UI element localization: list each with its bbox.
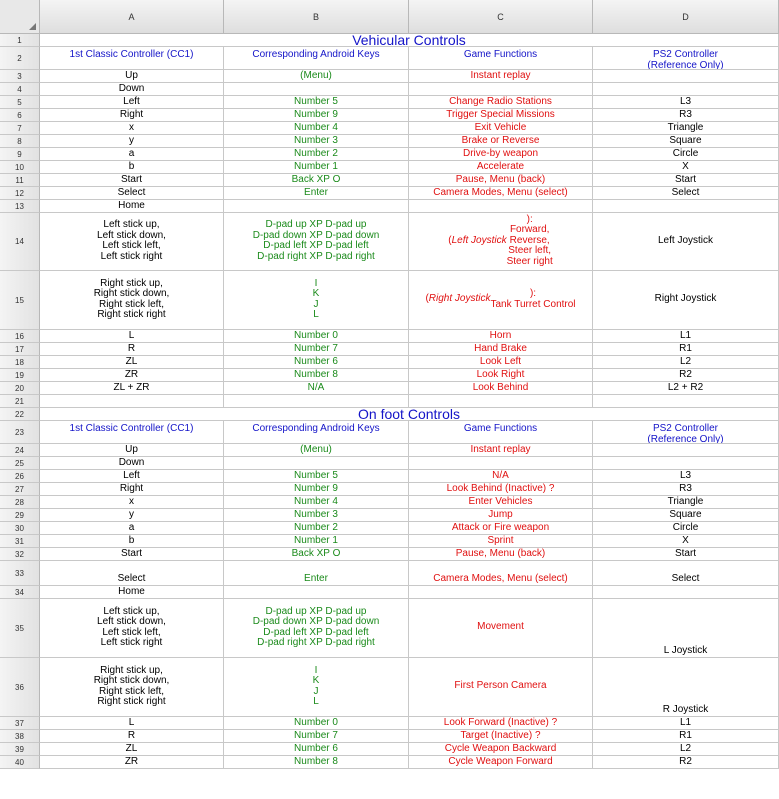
- cell-ps2-controller[interactable]: R3: [593, 483, 779, 496]
- select-all-corner[interactable]: [0, 0, 40, 34]
- cell-game-function[interactable]: Look Right: [409, 369, 593, 382]
- cell-classic-controller[interactable]: Left: [40, 96, 224, 109]
- cell-game-function[interactable]: Sprint: [409, 535, 593, 548]
- cell-android-key[interactable]: [224, 83, 409, 96]
- cell-game-function[interactable]: [409, 586, 593, 599]
- row-header-23[interactable]: 23: [0, 421, 40, 444]
- cell-game-function[interactable]: Hand Brake: [409, 343, 593, 356]
- row-header-14[interactable]: 14: [0, 213, 40, 271]
- cell-android-key[interactable]: [224, 395, 409, 408]
- column-title-android-key[interactable]: Corresponding Android Keys: [224, 47, 409, 70]
- row-header-21[interactable]: 21: [0, 395, 40, 408]
- cell-ps2-controller[interactable]: R1: [593, 343, 779, 356]
- cell-ps2-controller[interactable]: L2: [593, 743, 779, 756]
- cell-game-function[interactable]: Look Forward (Inactive) ?: [409, 717, 593, 730]
- cell-android-key[interactable]: D-pad up XP D-pad up D-pad down XP D-pad down D-pad left XP D-pad left D-pad right XP D-pad right: [224, 213, 409, 271]
- cell-classic-controller[interactable]: b: [40, 535, 224, 548]
- row-header-24[interactable]: 24: [0, 444, 40, 457]
- cell-ps2-controller[interactable]: Start: [593, 174, 779, 187]
- cell-classic-controller[interactable]: ZL: [40, 356, 224, 369]
- cell-classic-controller[interactable]: R: [40, 343, 224, 356]
- cell-classic-controller[interactable]: x: [40, 122, 224, 135]
- cell-ps2-controller[interactable]: [593, 70, 779, 83]
- cell-android-key[interactable]: N/A: [224, 382, 409, 395]
- cell-game-function[interactable]: Look Left: [409, 356, 593, 369]
- row-header-10[interactable]: 10: [0, 161, 40, 174]
- cell-classic-controller[interactable]: Start: [40, 548, 224, 561]
- column-header-c[interactable]: C: [409, 0, 593, 34]
- section-title: On foot Controls: [40, 408, 779, 421]
- row-header-4[interactable]: 4: [0, 83, 40, 96]
- row-header-29[interactable]: 29: [0, 509, 40, 522]
- cell-ps2-controller[interactable]: Circle: [593, 148, 779, 161]
- row-header-11[interactable]: 11: [0, 174, 40, 187]
- row-header-18[interactable]: 18: [0, 356, 40, 369]
- cell-classic-controller[interactable]: L: [40, 330, 224, 343]
- cell-android-key[interactable]: Number 1: [224, 535, 409, 548]
- cell-android-key[interactable]: Number 3: [224, 509, 409, 522]
- column-title-ps2-controller[interactable]: PS2 Controller (Reference Only): [593, 421, 779, 444]
- cell-game-function[interactable]: Change Radio Stations: [409, 96, 593, 109]
- cell-ps2-controller[interactable]: Triangle: [593, 496, 779, 509]
- cell-classic-controller[interactable]: Left: [40, 470, 224, 483]
- cell-ps2-controller[interactable]: L1: [593, 330, 779, 343]
- cell-android-key[interactable]: Back XP O: [224, 174, 409, 187]
- cell-classic-controller[interactable]: Right stick up, Right stick down, Right stick left, Right stick right: [40, 658, 224, 717]
- cell-classic-controller[interactable]: Down: [40, 83, 224, 96]
- cell-game-function[interactable]: [409, 395, 593, 408]
- cell-ps2-controller[interactable]: R3: [593, 109, 779, 122]
- row-header-33[interactable]: 33: [0, 561, 40, 586]
- cell-android-key[interactable]: Number 8: [224, 369, 409, 382]
- cell-classic-controller[interactable]: Home: [40, 586, 224, 599]
- cell-classic-controller[interactable]: Left stick up, Left stick down, Left stick left, Left stick right: [40, 213, 224, 271]
- cell-android-key[interactable]: Number 6: [224, 356, 409, 369]
- select-all-triangle-icon: [29, 23, 36, 30]
- cell-ps2-controller[interactable]: Triangle: [593, 122, 779, 135]
- cell-classic-controller[interactable]: Up: [40, 70, 224, 83]
- cell-classic-controller[interactable]: ZL + ZR: [40, 382, 224, 395]
- cell-game-function[interactable]: Instant replay: [409, 70, 593, 83]
- cell-ps2-controller[interactable]: Select: [593, 561, 779, 586]
- cell-ps2-controller[interactable]: Square: [593, 509, 779, 522]
- cell-game-function[interactable]: Pause, Menu (back): [409, 174, 593, 187]
- cell-game-function[interactable]: First Person Camera: [409, 658, 593, 717]
- cell-ps2-controller[interactable]: [593, 586, 779, 599]
- cell-ps2-controller[interactable]: R2: [593, 756, 779, 769]
- cell-android-key[interactable]: D-pad up XP D-pad up D-pad down XP D-pad down D-pad left XP D-pad left D-pad right XP D-pad right: [224, 599, 409, 658]
- cell-ps2-controller[interactable]: L2 + R2: [593, 382, 779, 395]
- cell-game-function[interactable]: Cycle Weapon Forward: [409, 756, 593, 769]
- row-header-36[interactable]: 36: [0, 658, 40, 717]
- cell-classic-controller[interactable]: a: [40, 148, 224, 161]
- cell-ps2-controller[interactable]: [593, 444, 779, 457]
- row-header-22[interactable]: 22: [0, 408, 40, 421]
- row-header-1[interactable]: 1: [0, 34, 40, 47]
- cell-game-function[interactable]: [409, 83, 593, 96]
- cell-android-key[interactable]: Number 5: [224, 470, 409, 483]
- row-header-35[interactable]: 35: [0, 599, 40, 658]
- cell-classic-controller[interactable]: y: [40, 509, 224, 522]
- cell-android-key[interactable]: Number 5: [224, 96, 409, 109]
- cell-classic-controller[interactable]: y: [40, 135, 224, 148]
- cell-game-function[interactable]: Instant replay: [409, 444, 593, 457]
- cell-ps2-controller[interactable]: [593, 200, 779, 213]
- cell-android-key[interactable]: (Menu): [224, 70, 409, 83]
- column-title-ps2-controller[interactable]: PS2 Controller (Reference Only): [593, 47, 779, 70]
- cell-classic-controller[interactable]: Select: [40, 561, 224, 586]
- row-header-9[interactable]: 9: [0, 148, 40, 161]
- cell-android-key[interactable]: Number 7: [224, 343, 409, 356]
- cell-ps2-controller[interactable]: Square: [593, 135, 779, 148]
- row-header-30[interactable]: 30: [0, 522, 40, 535]
- cell-game-function[interactable]: ( Right Joystick ): Tank Turret Control: [409, 271, 593, 330]
- row-header-31[interactable]: 31: [0, 535, 40, 548]
- cell-classic-controller[interactable]: x: [40, 496, 224, 509]
- cell-classic-controller[interactable]: [40, 395, 224, 408]
- cell-game-function[interactable]: Trigger Special Missions: [409, 109, 593, 122]
- row-header-7[interactable]: 7: [0, 122, 40, 135]
- cell-classic-controller[interactable]: ZR: [40, 369, 224, 382]
- column-title-android-key[interactable]: Corresponding Android Keys: [224, 421, 409, 444]
- cell-ps2-controller[interactable]: R1: [593, 730, 779, 743]
- cell-game-function[interactable]: Look Behind: [409, 382, 593, 395]
- cell-classic-controller[interactable]: b: [40, 161, 224, 174]
- row-header-25[interactable]: 25: [0, 457, 40, 470]
- cell-android-key[interactable]: Number 4: [224, 122, 409, 135]
- row-header-20[interactable]: 20: [0, 382, 40, 395]
- row-header-26[interactable]: 26: [0, 470, 40, 483]
- cell-android-key[interactable]: I K J L: [224, 658, 409, 717]
- cell-android-key[interactable]: Number 2: [224, 148, 409, 161]
- row-header-39[interactable]: 39: [0, 743, 40, 756]
- cell-ps2-controller[interactable]: Right Joystick: [593, 271, 779, 330]
- row-header-6[interactable]: 6: [0, 109, 40, 122]
- cell-game-function[interactable]: N/A: [409, 470, 593, 483]
- cell-android-key[interactable]: Number 3: [224, 135, 409, 148]
- cell-classic-controller[interactable]: a: [40, 522, 224, 535]
- row-header-8[interactable]: 8: [0, 135, 40, 148]
- cell-classic-controller[interactable]: R: [40, 730, 224, 743]
- cell-ps2-controller[interactable]: [593, 457, 779, 470]
- cell-android-key[interactable]: Number 9: [224, 483, 409, 496]
- cell-android-key[interactable]: Enter: [224, 561, 409, 586]
- cell-ps2-controller[interactable]: L2: [593, 356, 779, 369]
- cell-game-function[interactable]: Drive-by weapon: [409, 148, 593, 161]
- cell-ps2-controller[interactable]: Select: [593, 187, 779, 200]
- row-header-12[interactable]: 12: [0, 187, 40, 200]
- row-header-19[interactable]: 19: [0, 369, 40, 382]
- cell-android-key[interactable]: Enter: [224, 187, 409, 200]
- cell-android-key[interactable]: Back XP O: [224, 548, 409, 561]
- italic-joystick-label: Right Joystick: [428, 293, 491, 305]
- cell-android-key[interactable]: Number 9: [224, 109, 409, 122]
- cell-game-function[interactable]: Enter Vehicles: [409, 496, 593, 509]
- row-header-27[interactable]: 27: [0, 483, 40, 496]
- cell-game-function[interactable]: [409, 200, 593, 213]
- cell-classic-controller[interactable]: Down: [40, 457, 224, 470]
- cell-classic-controller[interactable]: ZR: [40, 756, 224, 769]
- row-header-17[interactable]: 17: [0, 343, 40, 356]
- cell-game-function[interactable]: Camera Modes, Menu (select): [409, 187, 593, 200]
- row-header-2[interactable]: 2: [0, 47, 40, 70]
- row-header-3[interactable]: 3: [0, 70, 40, 83]
- row-header-5[interactable]: 5: [0, 96, 40, 109]
- cell-android-key[interactable]: [224, 586, 409, 599]
- row-header-15[interactable]: 15: [0, 271, 40, 330]
- cell-ps2-controller[interactable]: L3: [593, 96, 779, 109]
- cell-ps2-controller[interactable]: R Joystick: [593, 658, 779, 717]
- row-header-37[interactable]: 37: [0, 717, 40, 730]
- cell-classic-controller[interactable]: Right: [40, 109, 224, 122]
- row-header-28[interactable]: 28: [0, 496, 40, 509]
- column-title-game-function[interactable]: Game Functions: [409, 47, 593, 70]
- cell-game-function[interactable]: Accelerate: [409, 161, 593, 174]
- column-header-a[interactable]: A: [40, 0, 224, 34]
- cell-android-key[interactable]: Number 0: [224, 717, 409, 730]
- cell-ps2-controller[interactable]: L1: [593, 717, 779, 730]
- row-header-32[interactable]: 32: [0, 548, 40, 561]
- cell-android-key[interactable]: Number 6: [224, 743, 409, 756]
- column-header-d[interactable]: D: [593, 0, 779, 34]
- cell-android-key[interactable]: Number 4: [224, 496, 409, 509]
- cell-classic-controller[interactable]: Left stick up, Left stick down, Left stick left, Left stick right: [40, 599, 224, 658]
- cell-ps2-controller[interactable]: Start: [593, 548, 779, 561]
- italic-joystick-label: Left Joystick: [451, 234, 507, 246]
- cell-classic-controller[interactable]: Start: [40, 174, 224, 187]
- cell-game-function[interactable]: Brake or Reverse: [409, 135, 593, 148]
- cell-game-function[interactable]: Attack or Fire weapon: [409, 522, 593, 535]
- column-header-b[interactable]: B: [224, 0, 409, 34]
- cell-android-key[interactable]: I K J L: [224, 271, 409, 330]
- row-header-16[interactable]: 16: [0, 330, 40, 343]
- column-title-game-function[interactable]: Game Functions: [409, 421, 593, 444]
- cell-classic-controller[interactable]: Right: [40, 483, 224, 496]
- row-header-34[interactable]: 34: [0, 586, 40, 599]
- cell-classic-controller[interactable]: Right stick up, Right stick down, Right stick left, Right stick right: [40, 271, 224, 330]
- cell-android-key[interactable]: (Menu): [224, 444, 409, 457]
- cell-game-function[interactable]: Target (Inactive) ?: [409, 730, 593, 743]
- cell-classic-controller[interactable]: ZL: [40, 743, 224, 756]
- cell-ps2-controller[interactable]: L3: [593, 470, 779, 483]
- cell-game-function[interactable]: Jump: [409, 509, 593, 522]
- row-header-38[interactable]: 38: [0, 730, 40, 743]
- cell-android-key[interactable]: Number 2: [224, 522, 409, 535]
- row-header-13[interactable]: 13: [0, 200, 40, 213]
- cell-ps2-controller[interactable]: R2: [593, 369, 779, 382]
- cell-game-function[interactable]: Pause, Menu (back): [409, 548, 593, 561]
- cell-android-key[interactable]: Number 0: [224, 330, 409, 343]
- column-title-classic-controller[interactable]: 1st Classic Controller (CC1): [40, 421, 224, 444]
- cell-game-function[interactable]: Cycle Weapon Backward: [409, 743, 593, 756]
- column-title-classic-controller[interactable]: 1st Classic Controller (CC1): [40, 47, 224, 70]
- cell-android-key[interactable]: [224, 200, 409, 213]
- cell-android-key[interactable]: [224, 457, 409, 470]
- cell-ps2-controller[interactable]: X: [593, 161, 779, 174]
- cell-ps2-controller[interactable]: [593, 83, 779, 96]
- cell-game-function[interactable]: Look Behind (Inactive) ?: [409, 483, 593, 496]
- cell-android-key[interactable]: Number 1: [224, 161, 409, 174]
- cell-classic-controller[interactable]: Select: [40, 187, 224, 200]
- cell-android-key[interactable]: Number 7: [224, 730, 409, 743]
- cell-classic-controller[interactable]: Up: [40, 444, 224, 457]
- cell-ps2-controller[interactable]: X: [593, 535, 779, 548]
- cell-classic-controller[interactable]: Home: [40, 200, 224, 213]
- cell-classic-controller[interactable]: L: [40, 717, 224, 730]
- cell-game-function[interactable]: Horn: [409, 330, 593, 343]
- row-header-40[interactable]: 40: [0, 756, 40, 769]
- section-title: Vehicular Controls: [40, 34, 779, 47]
- cell-ps2-controller[interactable]: Left Joystick: [593, 213, 779, 271]
- cell-game-function[interactable]: [409, 457, 593, 470]
- cell-game-function[interactable]: Camera Modes, Menu (select): [409, 561, 593, 586]
- cell-game-function[interactable]: Exit Vehicle: [409, 122, 593, 135]
- cell-game-function[interactable]: ( Left Joystick ): Forward, Reverse, Steer left, Steer right: [409, 213, 593, 271]
- cell-ps2-controller[interactable]: L Joystick: [593, 599, 779, 658]
- cell-android-key[interactable]: Number 8: [224, 756, 409, 769]
- cell-ps2-controller[interactable]: [593, 395, 779, 408]
- cell-ps2-controller[interactable]: Circle: [593, 522, 779, 535]
- cell-game-function[interactable]: Movement: [409, 599, 593, 658]
